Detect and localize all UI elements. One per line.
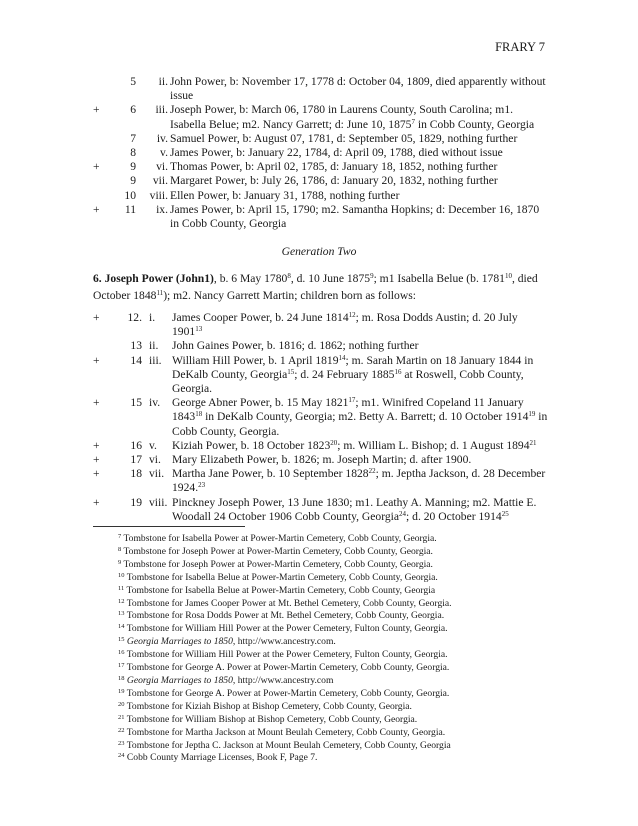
entry-number: 12.	[127, 311, 142, 324]
entry-roman: i.	[149, 311, 156, 324]
footnote	[118, 636, 578, 649]
entry-roman: vi.	[149, 453, 161, 467]
footnote-ref: 13	[195, 325, 203, 334]
footnote-ref: 20	[330, 438, 338, 447]
footnote-text: Tombstone for Joseph Power at Power-Martin Cemetery, Cobb County, Georgia.	[123, 558, 433, 570]
footnote-number: 14	[118, 623, 125, 631]
footnote-ref: 10	[504, 272, 512, 280]
footnote	[118, 559, 578, 572]
entry-roman: vii.	[152, 174, 168, 188]
footnote-text: Tombstone for William Hill Power at the Power Cemetery, Fulton County, Georgia.	[126, 623, 448, 635]
entry-text-main: James Power, b: January 22, 1784, d: April 09, 1788, died without issue	[170, 146, 503, 160]
footnote	[118, 649, 578, 662]
entry-roman: iii.	[149, 353, 162, 367]
entry-text: James Cooper Power, b. 24 June 1814$^{12}$; m. Rosa Dodds Austin; d. 20 July 1901$^{13}$	[172, 311, 518, 339]
entry-roman: vii.	[149, 467, 165, 481]
footnote-number: 17	[118, 662, 125, 670]
footnote-text: Tombstone for William Hill Power at the Power Cemetery, Fulton County, Georgia.	[126, 649, 448, 661]
footnote-ref: 18	[195, 410, 203, 419]
descendant-marker: +	[93, 160, 100, 174]
footnote-number: 18	[118, 674, 125, 682]
footnote-text: Tombstone for George A. Power at Power-Martin Cemetery, Cobb County, Georgia.	[126, 662, 450, 674]
footnote-text: Tombstone for Martha Jackson at Mount Beulah Cemetery, Cobb County, Georgia.	[126, 726, 446, 738]
entry-roman: iii.	[155, 103, 168, 117]
entry-text	[170, 132, 548, 146]
footnote-ref: 12	[348, 311, 356, 319]
entry-text: John Gaines Power, b. 1816; d. 1862; nothing further	[172, 339, 419, 353]
footnote-text: Tombstone for Isabella Belue at Power-Martin Cemetery, Cobb County, Georgia	[126, 584, 436, 596]
footnote-text: Tombstone for Jeptha C. Jackson at Mount Beulah Cemetery, Cobb County, Georgia	[126, 739, 451, 751]
list-item	[0, 103, 638, 131]
entry-text	[170, 75, 548, 103]
footnote-number: 21	[118, 713, 125, 721]
list-item	[0, 75, 638, 103]
footnote-ref: 23	[198, 481, 206, 490]
footnote-text: Tombstone for James Cooper Power at Mt. Bethel Cemetery, Cobb County, Georgia.	[126, 597, 452, 609]
entry-number: 6	[130, 103, 136, 117]
entry-text: William Hill Power, b. 1 April 1819$^{14}$; m. Sarah Martin on 18 January 1844 in DeKalb County, Georgia$^{15}$; d. 24 February 1885$^{16}$ at Roswell, Cobb County, Georgia.	[172, 353, 534, 396]
entry-number: 14	[130, 353, 142, 367]
footnote-ref: 22	[368, 467, 376, 476]
entry-roman: iv.	[149, 396, 161, 410]
entry-text: Martha Jane Power, b. 10 September 1828$^{22}$; m. Jeptha Jackson, d. 28 December 1924.23	[172, 467, 546, 495]
list-item	[0, 203, 638, 231]
footnote	[118, 533, 578, 546]
entry-number: 9	[130, 160, 136, 174]
intro-text: , b. 6 May 1780	[213, 272, 288, 285]
descendant-marker: +	[93, 353, 100, 367]
footnote-number: 10	[118, 571, 125, 579]
footnote-number: 15	[118, 636, 125, 644]
footnote-number: 20	[118, 700, 125, 708]
entry-text-main: Samuel Power, b: August 07, 1781, d: September 05, 1829, nothing further	[170, 131, 518, 145]
entry-text-main: James Power, b: April 15, 1790; m2. Samantha Hopkins; d: December 16, 1870 in Cobb County, Georgia	[170, 202, 540, 231]
footnote-text: Tombstone for William Bishop at Bishop Cemetery, Cobb County, Georgia.	[126, 713, 418, 725]
footnote	[118, 727, 578, 740]
entry-roman: ii.	[158, 75, 168, 88]
generation-title: Generation Two	[281, 245, 357, 258]
entry-number: 18	[130, 467, 142, 481]
intro-name: 6. Joseph Power (John1)	[93, 272, 214, 285]
list-item	[0, 174, 638, 188]
footnote	[118, 714, 578, 727]
footnote	[118, 675, 578, 688]
entry-roman: iv.	[156, 131, 168, 145]
footnote-ref: 17	[348, 396, 356, 405]
descendant-marker: +	[93, 396, 100, 410]
entry-number: 17	[130, 453, 142, 467]
entry-number: 19	[130, 495, 142, 509]
footnote-ref: 15	[287, 367, 295, 376]
descendant-marker: +	[93, 311, 100, 324]
entry-text-main: Margaret Power, b: July 26, 1786, d: January 20, 1832, nothing further	[170, 174, 498, 188]
footnote-text: Tombstone for Joseph Power at Power-Martin Cemetery, Cobb County, Georgia.	[123, 545, 433, 557]
footnote-text: , http://www.ancestry.com	[232, 674, 334, 686]
entry-text-main: Joseph Power, b: March 06, 1780 in Laurens County, South Carolina; m1. Isabella Belue; m2. Nancy Garrett; d: June 10, 1875	[170, 103, 514, 131]
entry-number: 16	[130, 438, 142, 452]
footnote-ref: 21	[529, 438, 537, 447]
list-item	[0, 146, 638, 160]
entry-text	[170, 174, 548, 188]
footnote	[118, 623, 578, 636]
entry-number: 11	[124, 202, 136, 216]
footnote-text: Tombstone for Rosa Dodds Power at Mt. Bethel Cemetery, Cobb County, Georgia.	[126, 610, 445, 622]
list-item	[0, 496, 638, 524]
entry-text	[170, 103, 548, 131]
footnote	[118, 662, 578, 675]
footnote-source-title: Georgia Marriages to 1850	[126, 636, 233, 648]
footnote-number: 12	[118, 597, 125, 605]
list-item	[0, 311, 638, 339]
entry-roman: v.	[149, 438, 157, 452]
footnote-ref: 19	[528, 410, 536, 419]
page-header: FRARY 7	[495, 40, 545, 54]
intro-text: , d. 10 June 1875	[290, 272, 371, 285]
list-item	[0, 453, 638, 467]
entry-roman: ii.	[149, 339, 159, 353]
footnote	[118, 701, 578, 714]
footnote	[118, 546, 578, 559]
footnote-text: Tombstone for George A. Power at Power-Martin Cemetery, Cobb County, Georgia.	[126, 687, 450, 699]
footnotes	[118, 533, 578, 765]
list-item	[0, 189, 638, 203]
footnote-number: 19	[118, 687, 125, 695]
footnote	[118, 585, 578, 598]
entry-number: 13	[130, 339, 142, 353]
entry-roman: v.	[160, 146, 168, 160]
entry-number: 5	[130, 75, 136, 88]
footnote-text: Tombstone for Isabella Belue at Power-Martin Cemetery, Cobb County, Georgia.	[126, 571, 438, 583]
list-item	[0, 354, 638, 397]
intro-text: , died October 1848	[93, 272, 538, 302]
entry-text-main: John Power, b: November 17, 1778 d: October 04, 1809, died apparently without issue	[170, 75, 546, 103]
entry-text	[170, 203, 548, 231]
intro-text: ; m1 Isabella Belue (b. 1781	[373, 272, 505, 285]
entry-text	[170, 160, 548, 174]
footnote-ref: 16	[394, 367, 402, 376]
intro-text: ); m2. Nancy Garrett Martin; children born as follows:	[163, 289, 416, 302]
entry-text: Mary Elizabeth Power, b. 1826; m. Joseph Martin; d. after 1900.	[172, 453, 472, 467]
footnote	[118, 572, 578, 585]
list-item	[0, 467, 638, 495]
list-item	[0, 396, 638, 439]
footnote-text: Cobb County Marriage Licenses, Book F, Page 7.	[126, 752, 318, 764]
footnote-number: 22	[118, 726, 125, 734]
entry-number: 8	[130, 146, 136, 160]
generation-one-list	[0, 75, 638, 231]
entry-text-main: Thomas Power, b: April 02, 1785, d: January 18, 1852, nothing further	[170, 160, 498, 174]
descendant-marker: +	[93, 438, 100, 452]
footnote	[118, 752, 578, 765]
footnote	[118, 610, 578, 623]
descendant-marker: +	[93, 495, 100, 509]
footnote-ref: 8	[287, 272, 291, 280]
entry-text: George Abner Power, b. 15 May 1821$^{17}$; m1. Winifred Copeland 11 January 1843$^{18}$ in DeKalb County, Georgia; m2. Betty A. Barrett; d. 10 October 1914$^{19}$ in Cobb County, Georgia.	[172, 396, 548, 438]
footnote-ref: 7	[411, 117, 415, 126]
list-item	[0, 339, 638, 353]
footnote-ref: 24	[399, 509, 407, 518]
footnote-number: 8	[118, 545, 122, 553]
footnote-number: 7	[118, 533, 122, 540]
entry-text: Kiziah Power, b. 18 October 1823$^{20}$; m. William L. Bishop; d. 1 August 1894$^{21}$	[172, 438, 537, 452]
entry-number: 7	[130, 131, 136, 145]
descendant-marker: +	[93, 103, 100, 117]
footnote-number: 11	[118, 584, 125, 592]
footnote-text: Tombstone for Kiziah Bishop at Bishop Cemetery, Cobb County, Georgia.	[126, 700, 412, 712]
descendant-marker: +	[93, 453, 100, 467]
footnote-number: 24	[118, 752, 125, 760]
entry-text	[170, 146, 548, 160]
entry-text: Pinckney Joseph Power, 13 June 1830; m1. Leathy A. Manning; m2. Mattie E. Woodall 24 October 1906 Cobb County, Georgia$^{24}$; d. 20 October 1914$^{25}$	[172, 495, 537, 523]
footnote-number: 13	[118, 610, 125, 618]
list-item	[0, 160, 638, 174]
entry-text	[170, 189, 548, 203]
entry-text-tail: in Cobb County, Georgia	[414, 117, 535, 131]
generation-two-list	[0, 311, 638, 524]
footnote-text: Tombstone for Isabella Power at Power-Martin Cemetery, Cobb County, Georgia.	[123, 533, 437, 544]
descendant-marker: +	[93, 467, 100, 481]
entry-roman: viii.	[149, 188, 168, 202]
entry-number: 9	[130, 174, 136, 188]
entry-text-main: Ellen Power, b: January 31, 1788, nothing further	[170, 188, 400, 202]
footnote-ref: 9	[370, 272, 374, 280]
descendant-marker: +	[93, 202, 100, 216]
list-item	[0, 132, 638, 146]
entry-roman: vi.	[156, 160, 168, 174]
footnote-ref: 14	[338, 353, 346, 362]
entry-roman: ix.	[156, 202, 168, 216]
list-item	[0, 439, 638, 453]
entry-number: 10	[124, 188, 136, 202]
entry-roman: viii.	[149, 495, 168, 509]
footnote-number: 23	[118, 739, 125, 747]
entry-number: 15	[130, 396, 142, 410]
footnote-ref: 25	[501, 509, 509, 518]
footnote-text: , http://www.ancestry.com.	[232, 636, 336, 648]
footnote	[118, 740, 578, 753]
footnote	[118, 688, 578, 701]
footnote-rule	[93, 526, 245, 527]
footnote-number: 9	[118, 558, 122, 566]
footnote-number: 16	[118, 649, 125, 657]
footnote-ref: 11	[156, 289, 164, 297]
footnote-source-title: Georgia Marriages to 1850	[126, 674, 233, 686]
footnote	[118, 598, 578, 611]
intro-paragraph	[93, 270, 548, 304]
